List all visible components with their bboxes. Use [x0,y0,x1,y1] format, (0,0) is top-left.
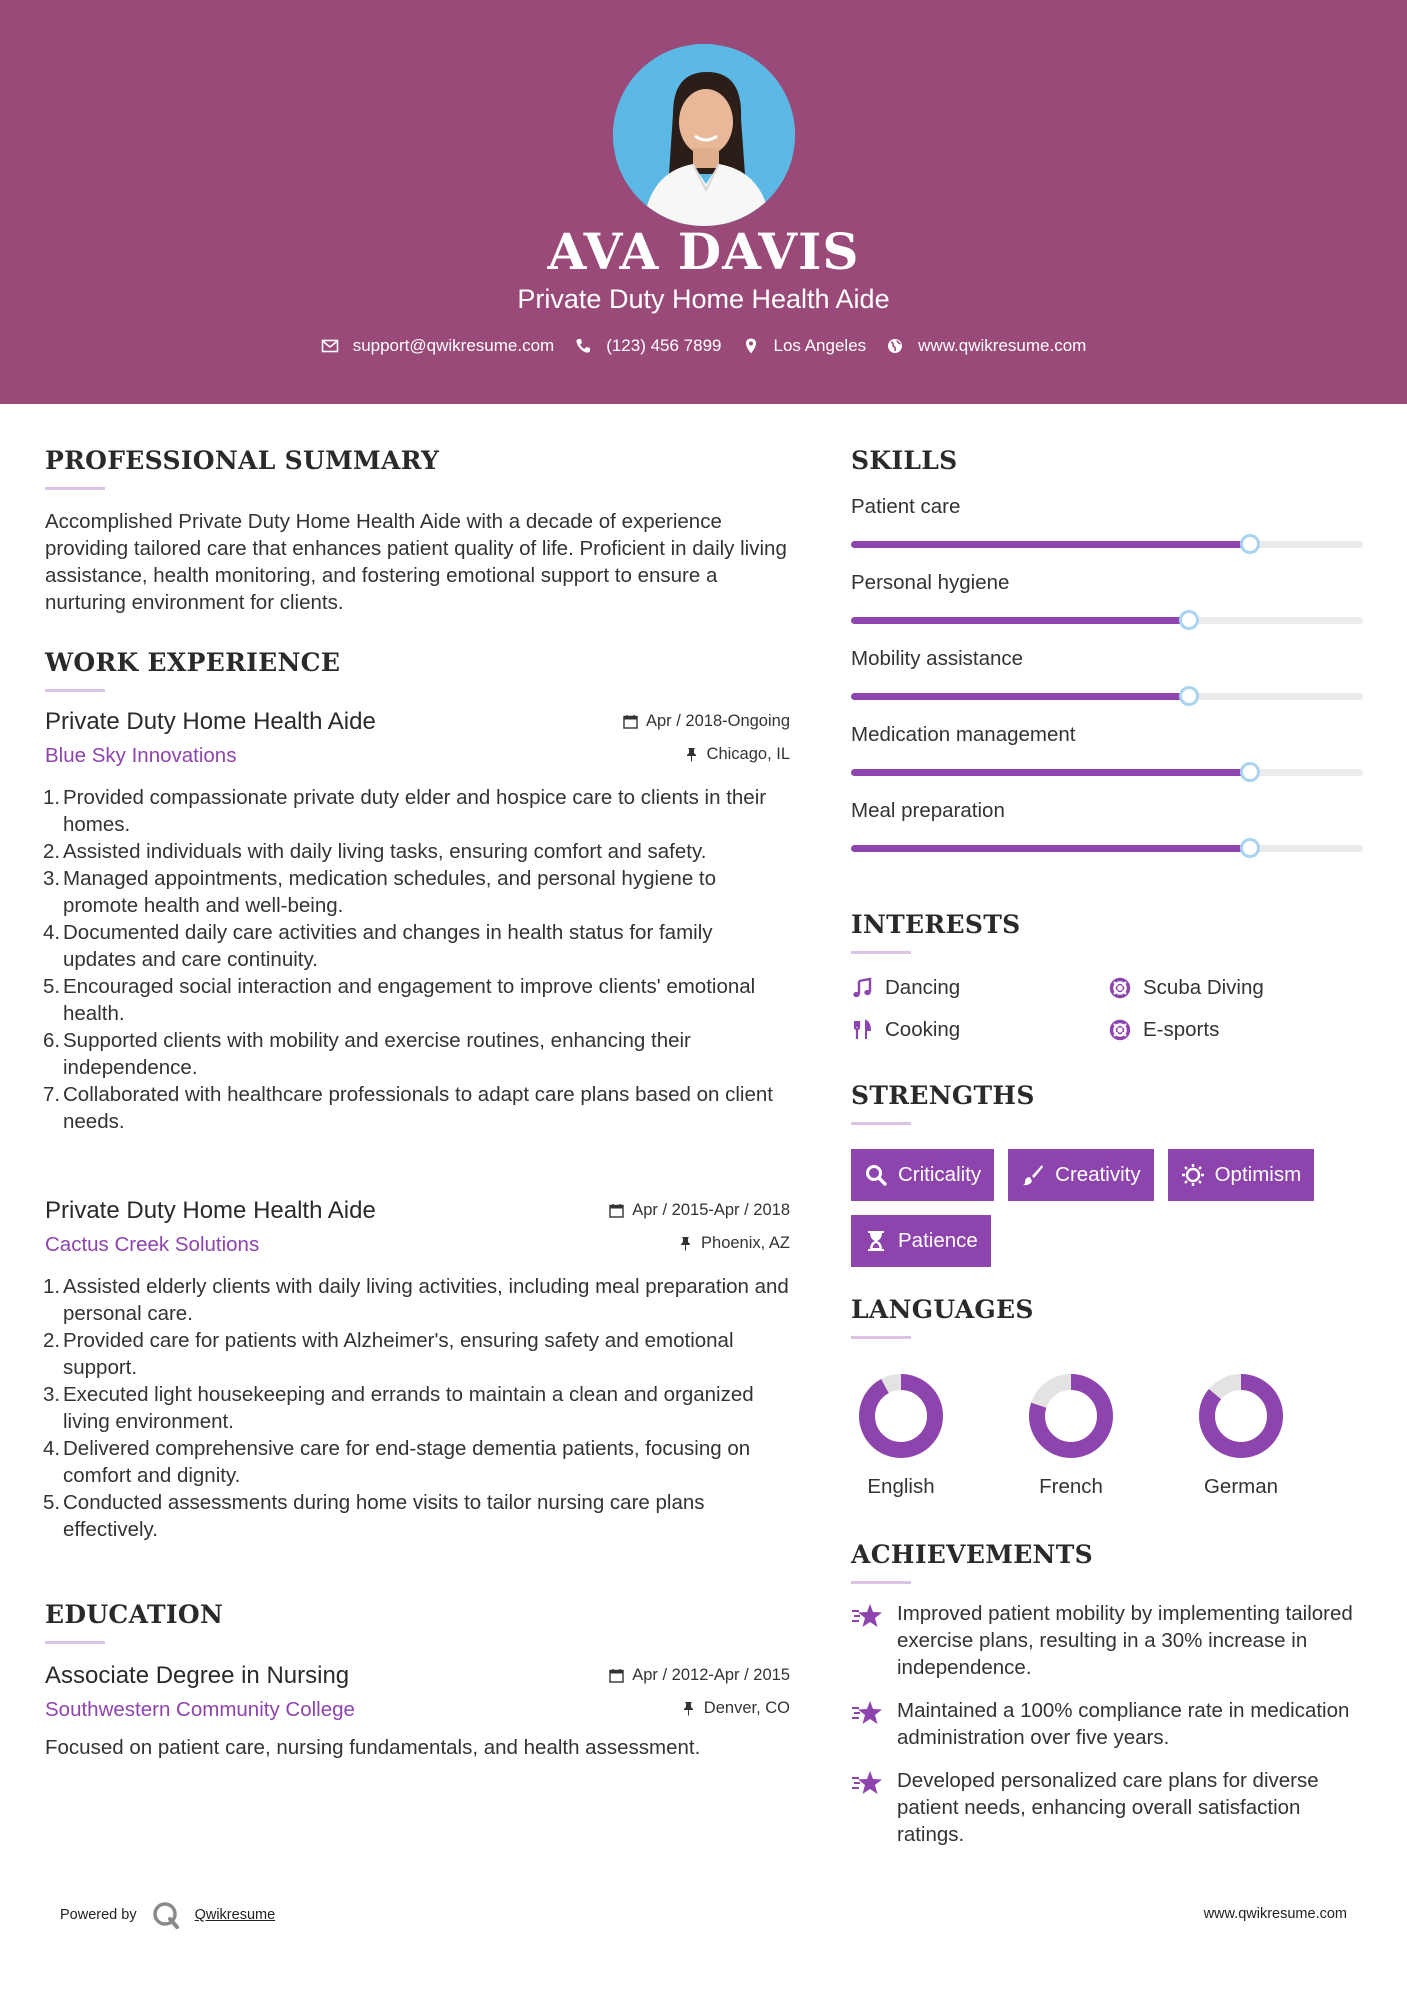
star-icon [851,1699,883,1727]
skill-bar-fill [851,693,1189,700]
language-label: German [1203,1475,1279,1498]
interest-item: Scuba Diving [1109,976,1359,1000]
skills-heading: SKILLS [851,446,958,475]
languages-section [851,1295,1363,1499]
list-item: 2. Assisted individuals with daily living tasks, ensuring comfort and safety. [43,840,707,863]
skill-bar-knob [1240,534,1260,554]
qwikresume-logo-icon [151,1900,181,1930]
skill-bar-fill [851,541,1250,548]
search-icon [864,1163,888,1187]
skill-label: Medication management [851,723,1076,746]
candidate-title: Private Duty Home Health Aide [517,284,890,314]
map-pin-icon [742,337,760,355]
job-title: Private Duty Home Health Aide [45,708,376,735]
strengths-section [851,1081,1363,1267]
hourglass-icon [864,1229,888,1253]
language-donut [1028,1373,1114,1459]
calendar-icon [609,1668,624,1683]
section-divider [45,689,105,692]
skill-bar-knob [1179,686,1199,706]
contact-location-text: Los Angeles [773,336,867,355]
contact-email[interactable] [321,336,555,356]
job-entry [45,708,790,1135]
section-divider [851,1122,911,1125]
skill-bar-knob [1240,838,1260,858]
skill-bar [851,541,1363,548]
list-item: 3. Managed appointments, medication schedules, and personal hygiene to promote health and well-being. [43,867,717,917]
strengths-heading: STRENGTHS [851,1081,1035,1110]
globe-icon [886,337,904,355]
contact-email-text: support@qwikresume.com [352,336,555,355]
job-company: Cactus Creek Solutions [45,1233,260,1256]
language-donut-arc [867,1382,935,1450]
pushpin-icon [678,1236,693,1251]
summary-text: Accomplished Private Duty Home Health Aide with a decade of experience providing tailored care that enhances patient quality of life. Proficient in daily living assistance, health monitoring, and fostering emotional support to ensure a nurturing environment for clients. [45,510,787,614]
summary-section [45,446,790,616]
job-date-text: Apr / 2018-Ongoing [645,712,790,730]
footer-powered-by [60,1900,275,1930]
section-divider [851,951,911,954]
job-date [609,1201,790,1220]
achievements-heading: ACHIEVEMENTS [851,1540,1093,1569]
strength-chip: Optimism [1168,1149,1315,1201]
section-divider [851,1581,911,1584]
music-note-icon [851,977,873,999]
job-title: Private Duty Home Health Aide [45,1197,376,1224]
experience-section [45,648,790,692]
skill-bar-fill [851,769,1250,776]
list-item: 5. Encouraged social interaction and engagement to improve clients' emotional health. [43,975,756,1025]
list-item: 2. Provided care for patients with Alzheimer's, ensuring safety and emotional support. [43,1329,734,1379]
paintbrush-icon [1021,1163,1045,1187]
lifebuoy-icon [1109,977,1131,999]
cutlery-icon [851,1019,873,1041]
language-item [1021,1373,1121,1499]
section-divider [851,1336,911,1339]
pushpin-icon [684,747,699,762]
duties-list [45,1273,790,1543]
list-item: 1. Assisted elderly clients with daily living activities, including meal preparation and personal care. [43,1275,789,1325]
duties-list [45,784,790,1135]
list-item: 4. Delivered comprehensive care for end-stage dementia patients, focusing on comfort and dignity. [43,1437,751,1487]
language-donut [858,1373,944,1459]
profile-photo [613,44,795,226]
skill-label: Patient care [851,495,961,518]
list-item: 5. Conducted assessments during home visits to tailor nursing care plans effectively. [43,1491,705,1541]
strength-chip: Patience [851,1215,991,1267]
language-label: English [867,1475,935,1498]
contact-website-text: www.qwikresume.com [918,336,1087,355]
education-section [45,1600,790,1761]
section-divider [45,1641,105,1644]
envelope-icon [321,337,339,355]
languages-heading: LANGUAGES [851,1295,1034,1324]
list-item: 7. Collaborated with healthcare professionals to adapt care plans based on client needs. [43,1083,773,1133]
summary-heading: PROFESSIONAL SUMMARY [45,446,440,475]
phone-icon [574,337,592,355]
school-name: Southwestern Community College [45,1698,355,1721]
interests-heading: INTERESTS [851,910,1021,939]
skill-item [851,647,1363,723]
contact-phone-text: (123) 456 7899 [606,336,722,355]
interest-item: E-sports [1109,1018,1359,1042]
job-date-text: Apr / 2015-Apr / 2018 [632,1201,790,1219]
job-location-text: Chicago, IL [706,745,790,763]
lifebuoy-icon [1109,1019,1131,1041]
job-company: Blue Sky Innovations [45,744,237,767]
star-icon [851,1769,883,1797]
skills-list [851,495,1363,875]
achievement-item: Improved patient mobility by implementing tailored exercise plans, resulting in a 30% increase in independence. [851,1600,1363,1681]
contact-website[interactable] [886,336,1086,356]
skill-item [851,571,1363,647]
skill-bar [851,617,1363,624]
sun-icon [1181,1163,1205,1187]
qwikresume-link[interactable]: Qwikresume [194,1907,276,1923]
skill-bar-fill [851,845,1250,852]
achievement-item: Developed personalized care plans for diverse patient needs, enhancing overall satisfaction ratings. [851,1767,1363,1848]
candidate-name: AVA DAVIS [547,222,860,281]
powered-by-label: Powered by [60,1907,137,1923]
interests-section [851,910,1363,1042]
job-location-text: Phoenix, AZ [701,1234,790,1252]
skill-bar-knob [1179,610,1199,630]
language-label: French [1039,1475,1103,1498]
skill-item [851,495,1363,571]
skill-bar-fill [851,617,1189,624]
education-description: Focused on patient care, nursing fundamentals, and health assessment. [45,1736,701,1759]
language-donut [1198,1373,1284,1459]
star-icon [851,1602,883,1630]
resume-header [0,0,1407,404]
list-item: 4. Documented daily care activities and changes in health status for family updates and care continuity. [43,921,713,971]
skills-section [851,446,1363,875]
education-date-text: Apr / 2012-Apr / 2015 [632,1666,790,1684]
job-location [684,745,790,764]
education-heading: EDUCATION [45,1600,224,1629]
language-item [1191,1373,1291,1499]
list-item: 6. Supported clients with mobility and exercise routines, enhancing their independence. [43,1029,691,1079]
pushpin-icon [681,1701,696,1716]
education-location-text: Denver, CO [703,1699,790,1717]
language-item [851,1373,951,1499]
calendar-icon [609,1203,624,1218]
job-date [623,712,790,731]
job-location [678,1234,790,1253]
strength-chip: Creativity [1008,1149,1153,1201]
education-location [681,1699,790,1718]
degree-title: Associate Degree in Nursing [45,1662,350,1689]
calendar-icon [623,714,638,729]
footer-website[interactable]: www.qwikresume.com [1203,1906,1347,1922]
list-item: 3. Executed light housekeeping and errands to maintain a clean and organized living environment. [43,1383,754,1433]
skill-item [851,723,1363,799]
skill-label: Meal preparation [851,799,1005,822]
education-date [609,1666,790,1685]
skill-item [851,799,1363,875]
experience-heading: WORK EXPERIENCE [45,648,341,677]
section-divider [45,487,105,490]
achievements-section [851,1540,1363,1848]
interest-item: Dancing [851,976,1109,1000]
job-entry [45,1197,790,1543]
contact-bar [0,336,1407,356]
skill-bar [851,693,1363,700]
interest-item: Cooking [851,1018,1109,1042]
skill-bar [851,845,1363,852]
skill-label: Mobility assistance [851,647,1024,670]
strength-chip: Criticality [851,1149,994,1201]
contact-location [742,336,867,356]
skill-bar-knob [1240,762,1260,782]
skill-label: Personal hygiene [851,571,1010,594]
list-item: 1. Provided compassionate private duty elder and hospice care to clients in their homes. [43,786,767,836]
achievement-item: Maintained a 100% compliance rate in medication administration over five years. [851,1697,1363,1751]
skill-bar [851,769,1363,776]
contact-phone[interactable] [574,336,721,356]
